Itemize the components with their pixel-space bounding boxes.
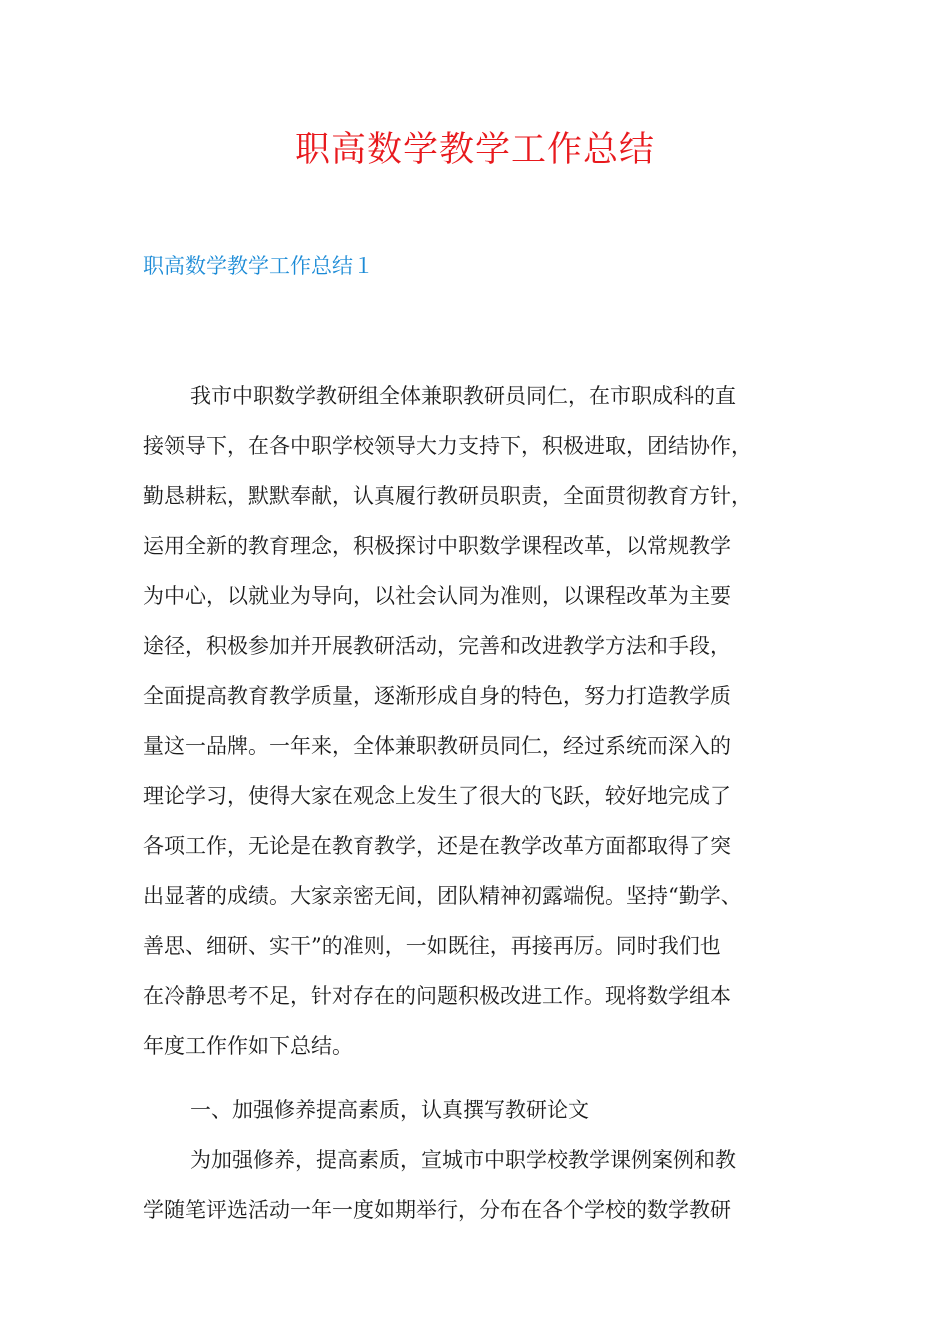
paragraph-line: 我市中职数学教研组全体兼职教研员同仁，在市职成科的直 — [190, 384, 736, 408]
subheading-one — [143, 1085, 829, 1135]
paragraph-line: 途径，积极参加并开展教研活动，完善和改进教学方法和手段， — [143, 634, 731, 658]
paragraph-line: 各项工作，无论是在教育教学，还是在教学改革方面都取得了突 — [143, 834, 731, 858]
paragraph-line: 善思、细研、实干”的准则，一如既往，再接再厉。同时我们也 — [143, 934, 721, 958]
section-heading: 职高数学教学工作总结１ — [143, 254, 374, 278]
paragraph-intro — [143, 371, 829, 1071]
paragraph-line: 量这一品牌。一年来，全体兼职教研员同仁，经过系统而深入的 — [143, 734, 731, 758]
paragraph-line: 为中心，以就业为导向，以社会认同为准则，以课程改革为主要 — [143, 584, 731, 608]
paragraph-line: 年度工作作如下总结。 — [143, 1034, 353, 1058]
paragraph-line: 接领导下，在各中职学校领导大力支持下，积极进取，团结协作， — [143, 434, 752, 458]
paragraph-line: 出显著的成绩。大家亲密无间，团队精神初露端倪。坚持“勤学、 — [143, 884, 742, 908]
paragraph-section-one — [143, 1135, 829, 1235]
paragraph-line: 运用全新的教育理念，积极探讨中职数学课程改革，以常规教学 — [143, 534, 731, 558]
paragraph-line: 在冷静思考不足，针对存在的问题积极改进工作。现将数学组本 — [143, 984, 731, 1008]
document-title: 职高数学教学工作总结 — [294, 130, 655, 170]
subheading-line: 一、加强修养提高素质，认真撰写教研论文 — [190, 1098, 589, 1122]
paragraph-line: 理论学习，使得大家在观念上发生了很大的飞跃，较好地完成了 — [143, 784, 731, 808]
paragraph-line: 学随笔评选活动一年一度如期举行，分布在各个学校的数学教研 — [143, 1198, 731, 1222]
paragraph-line: 为加强修养，提高素质，宣城市中职学校教学课例案例和教 — [190, 1148, 736, 1172]
paragraph-line: 全面提高教育教学质量，逐渐形成自身的特色，努力打造教学质 — [143, 684, 731, 708]
paragraph-line: 勤恳耕耘，默默奉献，认真履行教研员职责，全面贯彻教育方针， — [143, 484, 752, 508]
